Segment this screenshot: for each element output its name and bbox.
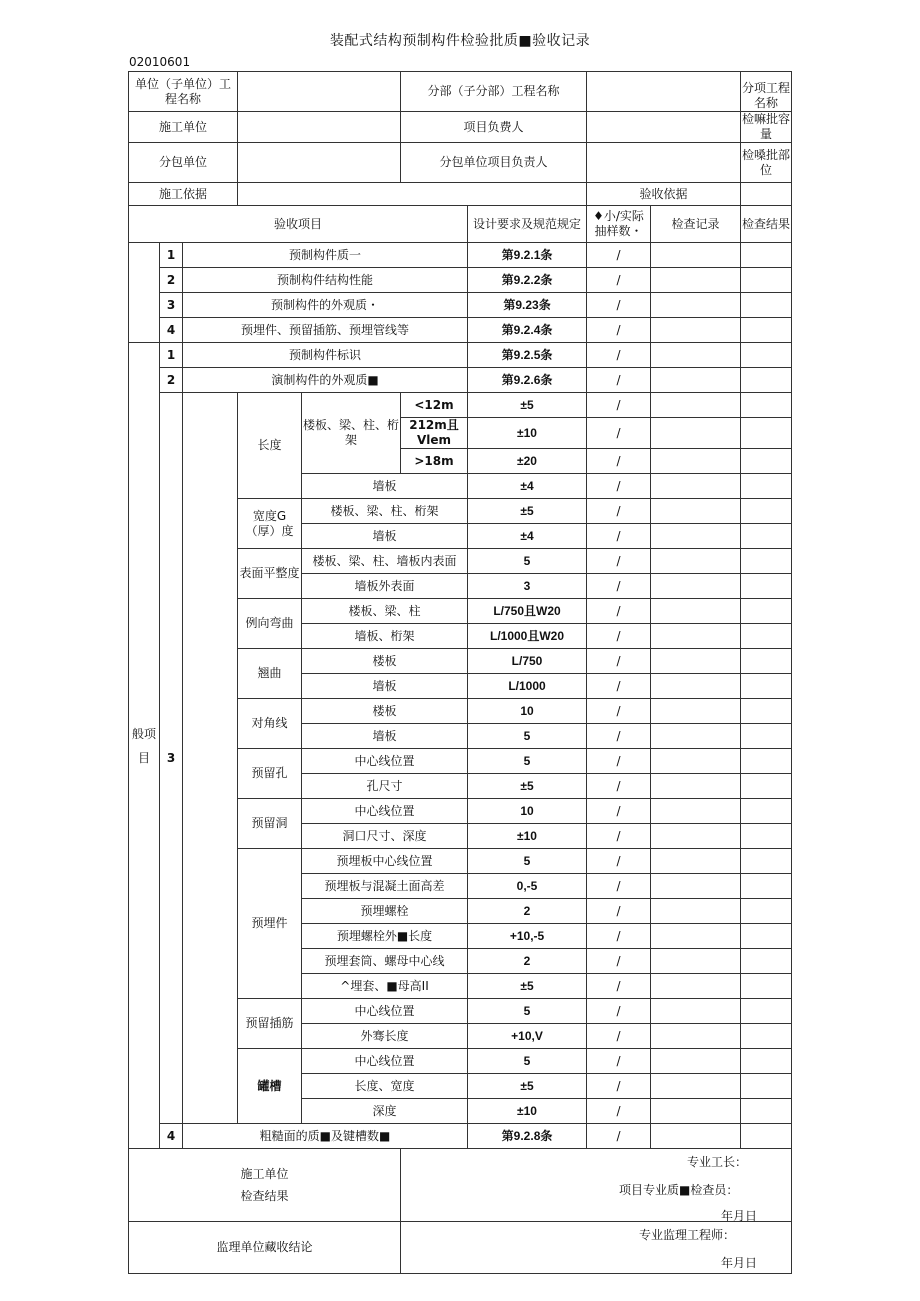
record-cell[interactable] [651, 293, 741, 318]
record-cell[interactable] [651, 849, 741, 874]
deviation-row: 翘曲 楼板 L/750 / [129, 649, 792, 674]
result-cell[interactable] [741, 293, 792, 318]
col-design-header: 设计要求及规范规定 [468, 206, 587, 243]
record-cell[interactable] [651, 874, 741, 899]
general-items-label: 般项目 [129, 343, 160, 1149]
result-cell[interactable] [741, 318, 792, 343]
supervisor-result-row [129, 1222, 792, 1274]
result-cell[interactable] [741, 499, 792, 524]
record-cell[interactable] [651, 1099, 741, 1124]
header-row-1 [129, 72, 792, 112]
general-item-row: 般项目 1 预制构件标识 第9.2.5条 / [129, 343, 792, 368]
result-cell[interactable] [741, 1024, 792, 1049]
record-cell[interactable] [651, 1024, 741, 1049]
result-cell[interactable] [741, 243, 792, 268]
result-cell[interactable] [741, 368, 792, 393]
record-cell[interactable] [651, 1074, 741, 1099]
result-cell[interactable] [741, 774, 792, 799]
col-record-header: 检查记录 [651, 206, 741, 243]
deviation-row: 罐槽 中心线位置 5 / [129, 1049, 792, 1074]
batch-part-label: 检嗓批部位 [741, 143, 792, 183]
result-cell[interactable] [741, 649, 792, 674]
general-item-3-no: 3 [160, 393, 183, 1124]
deviation-row: 预留洞 中心线位置 10 / [129, 799, 792, 824]
deviation-row: 预留孔 中心线位置 5 / [129, 749, 792, 774]
foreman-label: 专业工长： [687, 1155, 748, 1169]
result-cell[interactable] [741, 699, 792, 724]
deviation-row: 墙板外表面 3 / [129, 574, 792, 599]
result-cell[interactable] [741, 849, 792, 874]
deviation-row: 预留插筋 中心线位置 5 / [129, 999, 792, 1024]
deviation-row: 墙板、桁架 L/1000且W20 / [129, 624, 792, 649]
subcontractor-value[interactable] [238, 143, 401, 183]
construction-basis-value[interactable] [238, 183, 587, 206]
subitem-name-label: 分项工程名称 [741, 72, 792, 112]
inspector-label: 项目专业质■检查员： [619, 1183, 739, 1197]
deviation-row: 墙板 L/1000 / [129, 674, 792, 699]
general-item-row: 4 粗糙面的质■及键槽数■ 第9.2.8条 / [129, 1124, 792, 1149]
deviation-row: 墙板 5 / [129, 724, 792, 749]
deviation-row: 宽度G（厚）度 楼板、梁、柱、桁架 ±5 / [129, 499, 792, 524]
record-cell[interactable] [651, 799, 741, 824]
result-cell[interactable] [741, 549, 792, 574]
col-result-header: 检查结果 [741, 206, 792, 243]
main-item-row: 2 预制构件结构性能 第9.2.2条 / [129, 268, 792, 293]
deviation-row: 洞口尺寸、深度 ±10 / [129, 824, 792, 849]
sub-pm-label: 分包单位项目负责人 [401, 143, 587, 183]
result-cell[interactable] [741, 268, 792, 293]
deviation-row: 预埋套筒、螺母中心线 2 / [129, 949, 792, 974]
project-manager-value[interactable] [587, 112, 741, 143]
engineer-label: 专业监理工程师： [639, 1228, 736, 1242]
deviation-row: 长度、宽度 ±5 / [129, 1074, 792, 1099]
col-sample-header: ♦小/实际抽样数・ [587, 206, 651, 243]
contractor-label: 施工单位 [129, 112, 238, 143]
deviation-row: 预埋螺栓外■长度 +10,-5 / [129, 924, 792, 949]
deviation-row: 孔尺寸 ±5 / [129, 774, 792, 799]
result-cell[interactable] [741, 624, 792, 649]
deviation-row: 墙板 ±4 / [129, 524, 792, 549]
deviation-row: 212m且Vlem ±10 / [129, 418, 792, 449]
result-cell[interactable] [741, 1099, 792, 1124]
supervisor-signature-area[interactable] [401, 1222, 792, 1274]
result-cell[interactable] [741, 874, 792, 899]
main-item-row: 3 预制构件的外观质・ 第9.23条 / [129, 293, 792, 318]
result-cell[interactable] [741, 799, 792, 824]
record-cell[interactable] [651, 749, 741, 774]
record-cell[interactable] [651, 449, 741, 474]
record-cell[interactable] [651, 949, 741, 974]
result-cell[interactable] [741, 749, 792, 774]
main-control-label [129, 243, 160, 343]
project-manager-label: 项目负费人 [401, 112, 587, 143]
column-header-row [129, 206, 792, 243]
result-cell[interactable] [741, 924, 792, 949]
document-title: 装配式结构预制构件检验批质■验收记录 [329, 33, 591, 49]
record-cell[interactable] [651, 268, 741, 293]
deviation-row: 预埋件 预埋板中心线位置 5 / [129, 849, 792, 874]
result-cell[interactable] [741, 1074, 792, 1099]
contractor-signature-area[interactable] [401, 1149, 792, 1222]
deviation-row: 外骞长度 +10,V / [129, 1024, 792, 1049]
header-row-4 [129, 183, 792, 206]
record-cell[interactable] [651, 524, 741, 549]
length-label: 长度 [238, 393, 302, 499]
record-cell[interactable] [651, 343, 741, 368]
record-cell[interactable] [651, 243, 741, 268]
date-label-2: 年月日 [721, 1256, 758, 1270]
result-cell[interactable] [741, 974, 792, 999]
contractor-value[interactable] [238, 112, 401, 143]
result-cell[interactable] [741, 949, 792, 974]
deviation-row: ^埋套、■母高II ±5 / [129, 974, 792, 999]
result-cell[interactable] [741, 999, 792, 1024]
date-label-1: 年月日 [721, 1209, 758, 1222]
deviation-row: 墙板 ±4 / [129, 474, 792, 499]
record-cell[interactable] [651, 999, 741, 1024]
record-cell[interactable] [651, 1049, 741, 1074]
deviation-row: 对角线 楼板 10 / [129, 699, 792, 724]
form-code: 02010601 [129, 55, 191, 69]
contractor-result-label: 施工单位检查结果 [129, 1149, 401, 1222]
inspection-form-table [128, 71, 792, 1274]
sub-pm-value[interactable] [587, 143, 741, 183]
record-cell[interactable] [651, 318, 741, 343]
record-cell[interactable] [651, 974, 741, 999]
record-cell[interactable] [651, 699, 741, 724]
record-cell[interactable] [651, 724, 741, 749]
general-item-row: 2 演制构件的外观质■ 第9.2.6条 / [129, 368, 792, 393]
main-item-row: 1 预制构件质一 第9.2.1条 / [129, 243, 792, 268]
result-cell[interactable] [741, 899, 792, 924]
record-cell[interactable] [651, 549, 741, 574]
result-cell[interactable] [741, 674, 792, 699]
result-cell[interactable] [741, 449, 792, 474]
unit-name-value[interactable] [238, 72, 401, 112]
deviation-row: >18m ±20 / [129, 449, 792, 474]
header-row-2 [129, 112, 792, 143]
record-cell[interactable] [651, 899, 741, 924]
record-cell[interactable] [651, 574, 741, 599]
record-cell[interactable] [651, 649, 741, 674]
deviation-row: 3 长度 楼板、梁、柱、桁架 <12m ±5 / [129, 393, 792, 418]
record-cell[interactable] [651, 499, 741, 524]
acceptance-basis-value[interactable] [741, 183, 792, 206]
record-cell[interactable] [651, 474, 741, 499]
supervisor-conclusion-label: 监理单位藏收结论 [129, 1222, 401, 1274]
record-cell[interactable] [651, 418, 741, 449]
division-name-label: 分部（子分部）工程名称 [401, 72, 587, 112]
result-cell[interactable] [741, 524, 792, 549]
division-name-value[interactable] [587, 72, 741, 112]
contractor-result-row [129, 1149, 792, 1222]
deviation-row: 深度 ±10 / [129, 1099, 792, 1124]
deviation-row: 预埋螺栓 2 / [129, 899, 792, 924]
col-item-header: 验收项目 [129, 206, 468, 243]
batch-capacity-label: 检嘛批容量 [742, 112, 791, 141]
header-row-3 [129, 143, 792, 183]
subcontractor-label: 分包单位 [129, 143, 238, 183]
result-cell[interactable] [741, 574, 792, 599]
deviation-row: 例向弯曲 楼板、梁、柱 L/750且W20 / [129, 599, 792, 624]
deviation-row: 表面平整度 楼板、梁、柱、墙板内表面 5 / [129, 549, 792, 574]
result-cell[interactable] [741, 824, 792, 849]
record-cell[interactable] [651, 674, 741, 699]
result-cell[interactable] [741, 1124, 792, 1149]
length-sub-label: 楼板、梁、柱、桁架 [302, 393, 401, 474]
main-item-row: 4 预埋件、预留插筋、预埋管线等 第9.2.4条 / [129, 318, 792, 343]
record-cell[interactable] [651, 774, 741, 799]
deviation-row: 预埋板与混凝土面高差 0,-5 / [129, 874, 792, 899]
record-cell[interactable] [651, 924, 741, 949]
unit-name-label: 单位（子单位）工程名称 [129, 72, 238, 112]
result-cell[interactable] [741, 599, 792, 624]
result-cell[interactable] [741, 724, 792, 749]
result-cell[interactable] [741, 343, 792, 368]
record-cell[interactable] [651, 1124, 741, 1149]
result-cell[interactable] [741, 393, 792, 418]
result-cell[interactable] [741, 474, 792, 499]
record-cell[interactable] [651, 368, 741, 393]
record-cell[interactable] [651, 824, 741, 849]
record-cell[interactable] [651, 624, 741, 649]
record-cell[interactable] [651, 393, 741, 418]
result-cell[interactable] [741, 1049, 792, 1074]
record-cell[interactable] [651, 599, 741, 624]
result-cell[interactable] [741, 418, 792, 449]
acceptance-basis-label: 验收依据 [587, 183, 741, 206]
construction-basis-label: 施工依据 [129, 183, 238, 206]
